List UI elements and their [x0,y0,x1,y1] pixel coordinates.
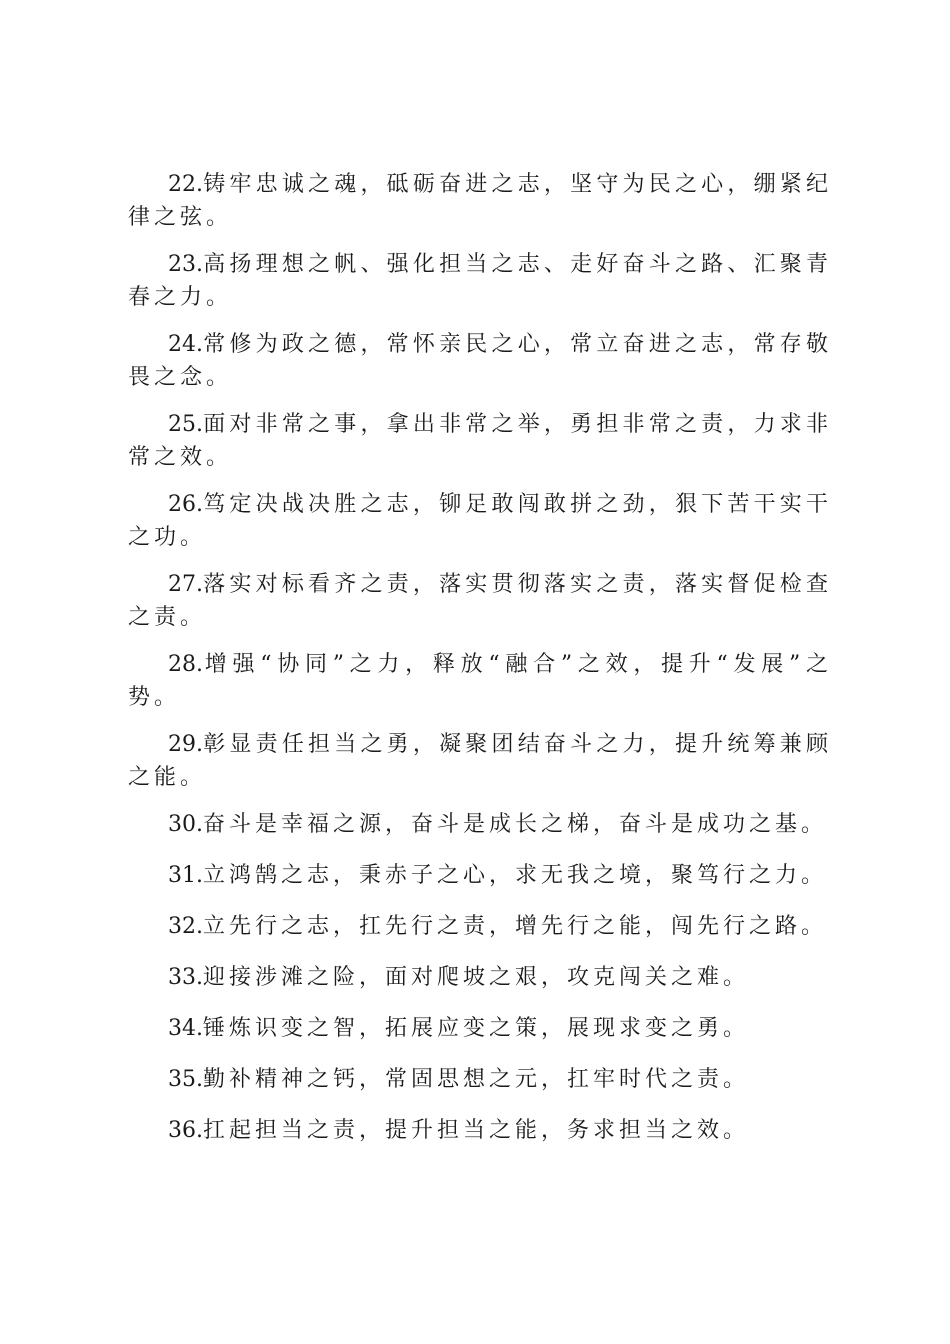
list-item [128,1114,832,1147]
list-item [128,488,832,554]
item-number: 33. [168,965,203,990]
item-number: 26. [168,492,203,517]
list-item [128,808,832,841]
item-text: 勤补精神之钙，常固思想之元，扛牢时代之责。 [203,1067,750,1092]
item-text: 迎接涉滩之险，面对爬坡之艰，攻克闯关之难。 [203,965,750,990]
item-number: 29. [168,732,203,757]
item-number: 28. [168,652,203,677]
item-text: 彰显责任担当之勇，凝聚团结奋斗之力，提升统筹兼顾之能。 [128,732,832,790]
item-text: 扛起担当之责，提升担当之能，务求担当之效。 [203,1118,750,1143]
item-text: 常修为政之德，常怀亲民之心，常立奋进之志，常存敬畏之念。 [128,332,832,390]
item-number: 23. [168,252,203,277]
item-text: 落实对标看齐之责，落实贯彻落实之责，落实督促检查之责。 [128,572,832,630]
item-number: 32. [168,914,203,939]
list-item [128,328,832,394]
slogan-list [128,168,832,1165]
list-item [128,168,832,234]
item-text: 锤炼识变之智，拓展应变之策，展现求变之勇。 [203,1016,750,1041]
list-item [128,961,832,994]
list-item [128,859,832,892]
item-number: 24. [168,332,203,357]
list-item [128,1063,832,1096]
item-text: 高扬理想之帆、强化担当之志、走好奋斗之路、汇聚青春之力。 [128,252,832,310]
item-text: 奋斗是幸福之源，奋斗是成长之梯，奋斗是成功之基。 [203,812,828,837]
item-text: 立鸿鹄之志，秉赤子之心，求无我之境，聚笃行之力。 [203,863,828,888]
item-number: 27. [168,572,203,597]
item-number: 22. [168,172,203,197]
item-number: 31. [168,863,203,888]
item-number: 36. [168,1118,203,1143]
item-number: 35. [168,1067,203,1092]
list-item [128,648,832,714]
item-text: 面对非常之事，拿出非常之举，勇担非常之责，力求非常之效。 [128,412,832,470]
list-item [128,408,832,474]
list-item [128,1012,832,1045]
list-item [128,248,832,314]
item-number: 30. [168,812,203,837]
item-text: 笃定决战决胜之志，铆足敢闯敢拼之劲，狠下苦干实干之功。 [128,492,832,550]
list-item [128,568,832,634]
item-text: 铸牢忠诚之魂，砥砺奋进之志，坚守为民之心，绷紧纪律之弦。 [128,172,832,230]
item-text: 增强“协同”之力，释放“融合”之效，提升“发展”之势。 [128,652,832,710]
item-text: 立先行之志，扛先行之责，增先行之能，闯先行之路。 [203,914,828,939]
list-item [128,728,832,794]
item-number: 34. [168,1016,203,1041]
item-number: 25. [168,412,203,437]
list-item [128,910,832,943]
